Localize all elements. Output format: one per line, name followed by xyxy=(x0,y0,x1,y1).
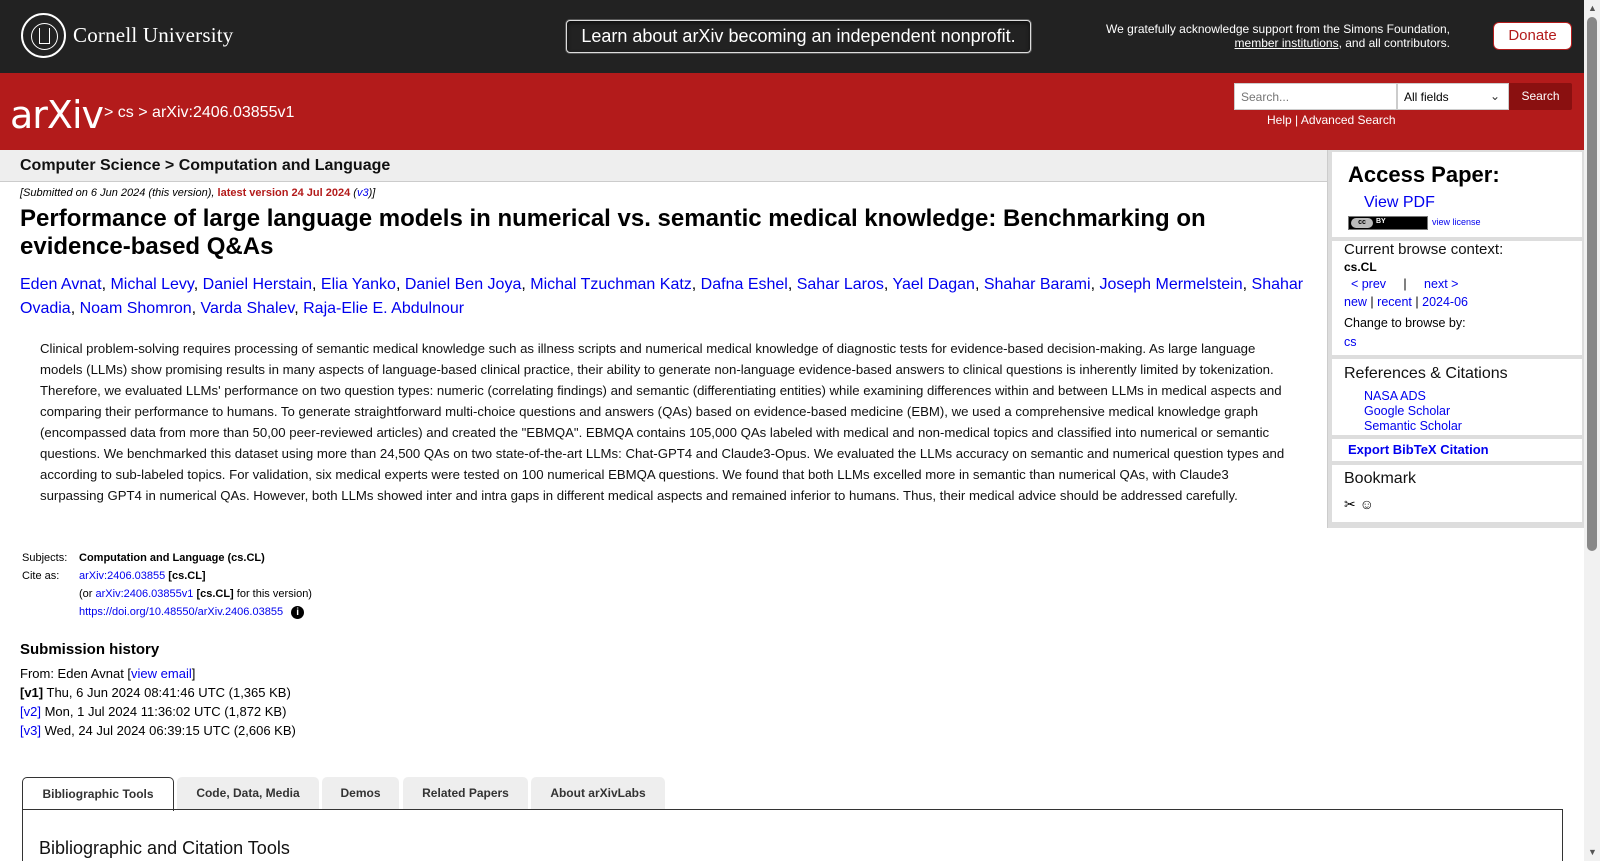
tab-demos[interactable]: Demos xyxy=(322,777,399,809)
bookmark-panel xyxy=(1332,465,1582,522)
cornell-logo[interactable] xyxy=(21,13,234,58)
v3-history-link[interactable]: [v3] xyxy=(20,723,41,738)
scrollbar-thumb[interactable] xyxy=(1587,17,1597,551)
author-link[interactable]: Michal Tzuchman Katz xyxy=(530,276,692,293)
recent-link[interactable]: recent xyxy=(1377,295,1412,309)
page-scrollbar[interactable] xyxy=(1584,0,1600,861)
tab-panel xyxy=(22,809,1563,861)
bibsonomy-icon[interactable]: ✂ xyxy=(1344,496,1356,512)
author-link[interactable]: Varda Shalev xyxy=(200,300,295,317)
scroll-down-icon[interactable]: ▼ xyxy=(1588,847,1597,857)
prev-next-nav: < prev | next > xyxy=(1350,277,1459,291)
author-link[interactable]: Michal Levy xyxy=(110,276,194,293)
donate-button[interactable]: Donate xyxy=(1493,22,1572,50)
author-link[interactable]: Daniel Herstain xyxy=(202,276,313,293)
author-link[interactable]: Shahar Ovadia xyxy=(20,276,1304,317)
change-browse-label: Change to browse by: xyxy=(1344,316,1466,330)
browse-context-heading: Current browse context: xyxy=(1344,241,1504,258)
help-link[interactable]: Help xyxy=(1267,113,1292,127)
browse-context-value: cs.CL xyxy=(1344,260,1377,274)
subjects-label: Subjects: xyxy=(22,552,68,564)
bookmark-heading: Bookmark xyxy=(1344,470,1417,487)
cite-label: Cite as: xyxy=(22,570,60,582)
breadcrumb-cs-link[interactable]: cs xyxy=(117,104,134,121)
export-bibtex-link[interactable]: Export BibTeX Citation xyxy=(1348,442,1489,457)
submission-history xyxy=(20,641,296,740)
author-link[interactable]: Joseph Mermelstein xyxy=(1099,276,1243,293)
prev-link[interactable]: < prev xyxy=(1350,277,1387,291)
month-link[interactable]: 2024-06 xyxy=(1422,295,1468,309)
nasa-ads-link[interactable]: NASA ADS xyxy=(1364,389,1426,403)
view-license-link[interactable]: view license xyxy=(1432,217,1481,227)
next-link[interactable]: next > xyxy=(1424,277,1459,291)
version-row: [v1] Thu, 6 Jun 2024 08:41:46 UTC (1,365 KB) xyxy=(20,685,291,700)
abstract: Clinical problem-solving requires processing of semantic medical knowledge such as illness scripts and numerical medical knowledge of diagnostic tests for evidence-based decision-making. As large language models (LLMs) show promising results in many aspects of language-based clinical practice, their ability to generate non-language evidence-based answers to clinical questions is inherently limited by tokenization. Therefore, we evaluated LLMs' performance on two question types: numeric (correlating findings) and semantic (differentiating entities) while examining differences within and between LLMs in medical aspects and comparing their performance to humans. To generate straightforward multi-choice questions and answers (QAs) based on evidence-based medicine (EBM), we used a comprehensive medical knowledge graph (encompassed data from more than 50,00 peer-reviewed articles) and created the "EBMQA". EBMQA contains 105,000 QAs labeled with medical and non-medical topics and classified into numerical or semantic questions. We benchmarked this dataset using more than 24,500 QAs on two state-of-the-art LLMs: Chat-GPT4 and Claude3-Opus. We evaluated the LLMs accuracy on semantic and numerical question types and according to sub-labeled topics. For validation, six medical experts were tested on 100 numerical EBMQA questions. We found that both LLMs excelled more in semantic than numerical QAs, with Claude3 surpassing GPT4 in numerical QAs. However, both LLMs showed inter and intra gaps in different medical aspects and remained inferior to humans. Thus, their medical advice should be addressed carefully. xyxy=(40,341,1285,503)
submission-history-heading: Submission history xyxy=(20,641,160,658)
access-paper-heading: Access Paper: xyxy=(1348,162,1500,187)
version-row: [v2] Mon, 1 Jul 2024 11:36:02 UTC (1,872 KB) xyxy=(20,704,287,719)
view-email-link[interactable]: view email xyxy=(131,666,192,681)
chevron-down-icon: ⌄ xyxy=(1489,89,1500,103)
subject-header-text: Computer Science > Computation and Language xyxy=(20,157,391,174)
author-link[interactable]: Elia Yanko xyxy=(320,276,396,293)
advanced-search-link[interactable]: Advanced Search xyxy=(1300,113,1396,127)
subjects-value: Computation and Language (cs.CL) xyxy=(79,552,265,564)
search-button[interactable]: Search xyxy=(1509,83,1572,110)
references-panel xyxy=(1332,359,1582,435)
references-heading: References & Citations xyxy=(1344,365,1508,382)
author-link[interactable]: Eden Avnat xyxy=(20,276,102,293)
subject-header xyxy=(0,150,1328,182)
member-institutions-link[interactable]: member institutions xyxy=(1234,36,1339,50)
author-link[interactable]: Dafna Eshel xyxy=(700,276,788,293)
breadcrumb-paper-id[interactable]: arXiv:2406.03855v1 xyxy=(152,104,295,121)
tab-code-data-media[interactable]: Code, Data, Media xyxy=(177,777,319,809)
v3-link[interactable]: v3 xyxy=(356,187,369,199)
access-paper-panel xyxy=(1332,152,1582,237)
submitter-line: From: Eden Avnat [view email] xyxy=(20,666,196,681)
reddit-icon[interactable]: ☺ xyxy=(1359,496,1374,512)
browse-cs-link[interactable]: cs xyxy=(1344,335,1357,349)
version-row: [v3] Wed, 24 Jul 2024 06:39:15 UTC (2,606 KB) xyxy=(20,723,296,738)
scroll-up-icon[interactable]: ▲ xyxy=(1588,3,1597,13)
search-field-select[interactable]: All fields ⌄ xyxy=(1397,83,1509,110)
semantic-scholar-link[interactable]: Semantic Scholar xyxy=(1364,419,1462,433)
info-icon[interactable]: i xyxy=(291,606,304,619)
author-list: Eden Avnat, Michal Levy, Daniel Herstain, Elia Yanko, Daniel Ben Joya, Michal Tzuchman Katz, Dafna Eshel, Sahar Laros, Yael Dagan, Shahar Barami, Joseph Mermelstein, Shahar Ovadia, Noam Shomron, Varda Shalev, Raja-Elie E. Abdulnour xyxy=(20,276,1304,317)
google-scholar-link[interactable]: Google Scholar xyxy=(1364,404,1451,418)
cc-by-license-icon[interactable]: cc BY xyxy=(1348,216,1428,230)
author-link[interactable]: Shahar Barami xyxy=(983,276,1091,293)
v2-link[interactable]: [v2] xyxy=(20,704,41,719)
paper-title: Performance of large language models in numerical vs. semantic medical knowledge: Benchmarking on evidence-based Q&As xyxy=(20,205,1206,260)
breadcrumb: > cs > arXiv:2406.03855v1 xyxy=(104,104,295,121)
header-bar xyxy=(0,73,1584,150)
cite-id-link[interactable]: arXiv:2406.03855 xyxy=(79,570,166,582)
doi-link[interactable]: https://doi.org/10.48550/arXiv.2406.03855 xyxy=(79,606,284,618)
search-input[interactable] xyxy=(1234,83,1397,110)
browse-context-panel xyxy=(1332,241,1582,355)
latest-version-text: latest version 24 Jul 2024 xyxy=(217,187,351,199)
export-panel xyxy=(1332,439,1582,461)
right-sidebar xyxy=(1327,150,1585,528)
university-name: Cornell University xyxy=(73,23,234,47)
help-links: Help | Advanced Search xyxy=(1267,113,1396,127)
cite-version-link[interactable]: arXiv:2406.03855v1 xyxy=(95,588,194,600)
cornell-seal-icon xyxy=(21,13,66,58)
metadata-table: Subjects: Computation and Language (cs.CL) Cite as: arXiv:2406.03855 [cs.CL] (or arXiv:2406.03855v1 [cs.CL] for this version) https://doi.org/10.48550/arXiv.2406.03855 i xyxy=(22,552,312,618)
submission-dateline: [Submitted on 6 Jun 2024 (this version), latest version 24 Jul 2024 (v3)] xyxy=(20,187,376,199)
author-link[interactable]: Yael Dagan xyxy=(892,276,975,293)
top-banner xyxy=(0,0,1584,73)
view-pdf-link[interactable]: View PDF xyxy=(1364,194,1435,211)
bookmark-icons xyxy=(1344,496,1374,513)
arxiv-logo[interactable]: arXiv xyxy=(10,93,103,137)
author-link[interactable]: Sahar Laros xyxy=(796,276,884,293)
support-text: We gratefully acknowledge support from the Simons Foundation, member institutions, and all contributors. xyxy=(1106,22,1450,50)
announcement-button[interactable]: Learn about arXiv becoming an independent nonprofit. xyxy=(566,20,1031,53)
author-link[interactable]: Noam Shomron xyxy=(79,300,192,317)
author-link[interactable]: Daniel Ben Joya xyxy=(404,276,522,293)
new-link[interactable]: new xyxy=(1344,295,1367,309)
tab-related-papers[interactable]: Related Papers xyxy=(403,777,528,809)
tab-panel-heading: Bibliographic and Citation Tools xyxy=(39,838,290,858)
tab-about-arxivlabs[interactable]: About arXivLabs xyxy=(531,777,665,809)
list-links: new | recent | 2024-06 xyxy=(1344,295,1468,309)
tab-bibliographic-tools[interactable]: Bibliographic Tools xyxy=(22,777,174,811)
author-link[interactable]: Raja-Elie E. Abdulnour xyxy=(303,300,465,317)
